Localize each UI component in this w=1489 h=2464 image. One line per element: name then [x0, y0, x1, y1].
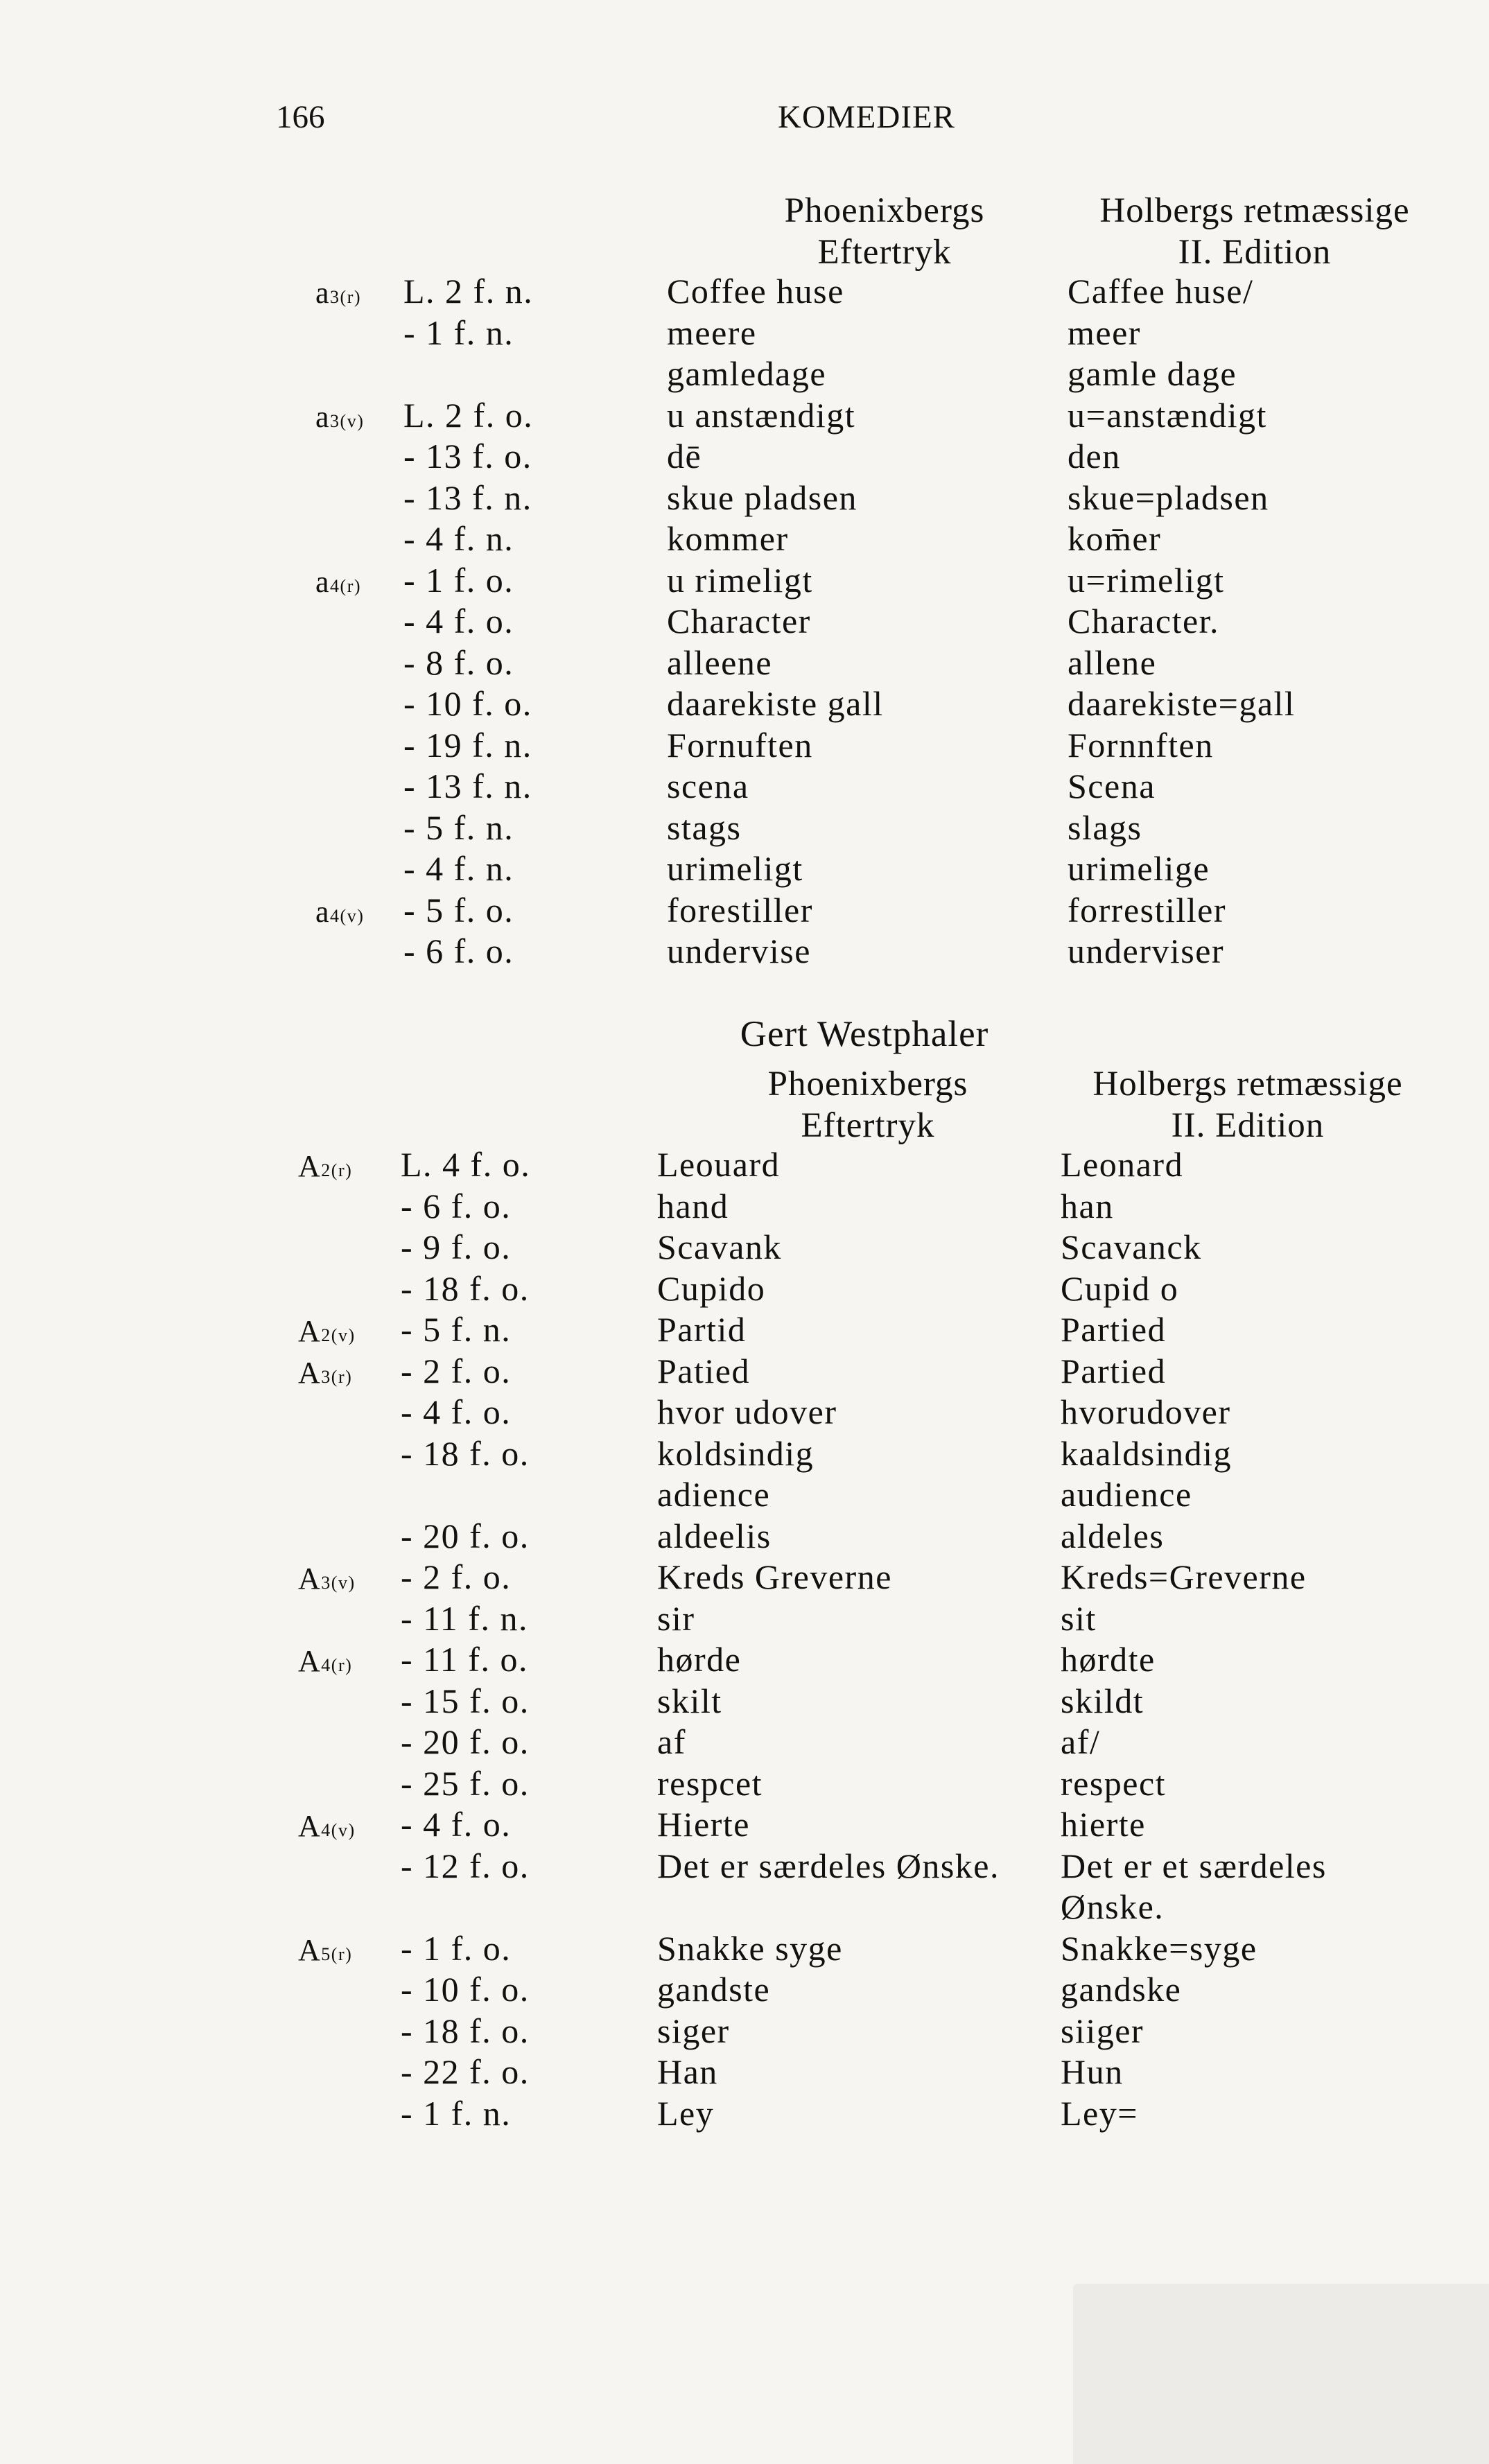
phoenixberg-reading: u rimeligt [667, 560, 813, 600]
phoenixberg-reading: koldsindig [657, 1433, 815, 1473]
signature-letter: A [298, 1809, 322, 1843]
line-reference: - 20 f. o. [401, 1516, 530, 1555]
table-row [0, 890, 1489, 932]
signature-leaf: 4(r) [321, 1655, 353, 1675]
phoenixberg-reading: urimeligt [667, 849, 803, 888]
column-header-phoenixberg [715, 1063, 1020, 1146]
phoenixberg-reading: Character [667, 602, 811, 640]
running-title: KOMEDIER [778, 99, 956, 135]
phoenixberg-reading: hørde [657, 1640, 742, 1679]
holberg-reading: siiger [1061, 2011, 1144, 2050]
phoenixberg-reading: sir [657, 1598, 695, 1638]
holberg-reading: Partied [1061, 1310, 1167, 1349]
phoenixberg-reading: skilt [657, 1681, 722, 1720]
holberg-reading: hørdte [1061, 1640, 1156, 1679]
line-reference: - 25 f. o. [401, 1763, 530, 1803]
holberg-reading: Scena [1068, 767, 1156, 805]
line-reference: - 10 f. o. [403, 684, 532, 723]
signature-mark [298, 1932, 352, 1968]
holberg-reading: daarekiste=gall [1068, 684, 1296, 723]
signature-leaf: 3(v) [321, 1573, 356, 1593]
line-reference: - 1 f. n. [403, 313, 514, 352]
signature-mark [298, 1561, 356, 1596]
table-row [0, 725, 1489, 767]
holberg-reading: meer [1068, 313, 1141, 352]
holberg-reading: respect [1061, 1763, 1167, 1803]
holberg-reading: Ley= [1061, 2093, 1138, 2133]
line-reference: - 6 f. o. [403, 932, 514, 970]
signature-leaf: 4(r) [330, 575, 362, 596]
table-row [0, 848, 1489, 890]
phoenixberg-reading: Partid [657, 1310, 747, 1349]
table-row [0, 313, 1489, 354]
table-row [0, 271, 1489, 313]
table-row [0, 1474, 1489, 1516]
column-header-line: Holbergs retmæssige [1099, 191, 1410, 230]
holberg-reading: Character. [1068, 602, 1220, 640]
line-reference: - 18 f. o. [401, 1433, 530, 1473]
phoenixberg-reading: alleene [667, 643, 773, 682]
line-reference: - 11 f. o. [401, 1640, 528, 1679]
holberg-reading: Leonard [1061, 1145, 1184, 1184]
line-reference: L. 2 f. n. [403, 272, 534, 311]
signature-mark [315, 275, 361, 311]
line-reference: L. 4 f. o. [401, 1145, 531, 1184]
signature-leaf: 3(v) [330, 410, 365, 431]
table-row [0, 2093, 1489, 2135]
phoenixberg-reading: Patied [657, 1351, 750, 1390]
phoenixberg-reading: kommer [667, 519, 789, 558]
holberg-reading: Cupid o [1061, 1268, 1179, 1308]
phoenixberg-reading: siger [657, 2011, 730, 2050]
line-reference: - 5 f. n. [401, 1310, 512, 1349]
holberg-reading: urimelige [1068, 849, 1210, 888]
signature-leaf: 3(r) [321, 1366, 353, 1387]
holberg-reading: Det er et særdeles [1061, 1846, 1327, 1885]
phoenixberg-reading: skue pladsen [667, 478, 857, 517]
phoenixberg-reading: dē [667, 437, 702, 475]
holberg-reading: Caffee huse/ [1068, 272, 1254, 311]
holberg-reading: u=anstændigt [1068, 395, 1267, 435]
table-row [0, 601, 1489, 643]
line-reference: - 1 f. n. [401, 2093, 512, 2133]
holberg-reading: Snakke=syge [1061, 1928, 1257, 1968]
line-reference: - 8 f. o. [403, 643, 514, 682]
phoenixberg-reading: meere [667, 313, 757, 352]
signature-mark [315, 399, 364, 435]
holberg-reading: Partied [1061, 1351, 1167, 1390]
phoenixberg-reading: hvor udover [657, 1392, 837, 1431]
line-reference: - 18 f. o. [401, 1268, 530, 1308]
phoenixberg-reading: adience [657, 1475, 771, 1514]
phoenixberg-reading: Scavank [657, 1227, 782, 1266]
holberg-reading: hierte [1061, 1805, 1146, 1844]
holberg-reading: kom̄er [1068, 519, 1162, 558]
holberg-reading: skue=pladsen [1068, 478, 1269, 517]
phoenixberg-reading: gandste [657, 1970, 771, 2009]
line-reference: - 22 f. o. [401, 2052, 530, 2091]
holberg-reading: audience [1061, 1475, 1192, 1514]
phoenixberg-reading: af [657, 1722, 686, 1761]
phoenixberg-reading: forestiller [667, 890, 813, 929]
holberg-reading: Fornnften [1068, 725, 1214, 764]
line-reference: - 20 f. o. [401, 1722, 530, 1761]
signature-leaf: 2(r) [321, 1160, 353, 1180]
table-row [0, 643, 1489, 684]
phoenixberg-reading: undervise [667, 932, 811, 970]
signature-letter: A [298, 1932, 322, 1967]
line-reference: - 15 f. o. [401, 1681, 530, 1720]
line-reference: - 1 f. o. [403, 560, 514, 600]
phoenixberg-reading: daarekiste gall [667, 684, 884, 723]
table-row [0, 353, 1489, 395]
phoenixberg-reading: aldeelis [657, 1516, 772, 1555]
signature-letter: A [298, 1644, 322, 1678]
table-row [0, 1351, 1489, 1392]
line-reference: - 13 f. n. [403, 478, 532, 517]
table-row [0, 1598, 1489, 1640]
collation-rows [0, 271, 1489, 972]
line-reference: - 11 f. n. [401, 1598, 528, 1638]
scan-shadow [1073, 2284, 1489, 2464]
table-row [0, 1144, 1489, 1186]
signature-leaf: 3(r) [330, 287, 362, 307]
table-row [0, 807, 1489, 849]
phoenixberg-reading: gamledage [667, 354, 827, 393]
holberg-reading: Hun [1061, 2052, 1124, 2091]
phoenixberg-reading: stags [667, 807, 742, 847]
phoenixberg-reading: Snakke syge [657, 1928, 843, 1968]
column-header-line: Eftertryk [817, 233, 952, 272]
signature-letter: A [298, 1149, 322, 1183]
holberg-reading: kaaldsindig [1061, 1433, 1233, 1473]
signature-mark [315, 564, 361, 600]
line-reference: - 2 f. o. [401, 1351, 512, 1390]
table-row [0, 1227, 1489, 1268]
page-number: 166 [276, 99, 325, 135]
line-reference: - 4 f. n. [403, 849, 514, 888]
holberg-reading: gandske [1061, 1970, 1182, 2009]
table-row [0, 1763, 1489, 1805]
line-reference: L. 2 f. o. [403, 395, 534, 435]
signature-letter: a [315, 564, 331, 599]
table-row [0, 1516, 1489, 1557]
table-row [0, 1268, 1489, 1310]
table-row [0, 1309, 1489, 1351]
column-header-line: Eftertryk [801, 1106, 935, 1145]
phoenixberg-reading: Leouard [657, 1145, 781, 1184]
column-header-line: Phoenixbergs [784, 191, 985, 230]
column-header-line: II. Edition [1178, 233, 1332, 272]
line-reference: - 4 f. o. [401, 1392, 512, 1431]
column-header-line: Holbergs retmæssige [1092, 1065, 1403, 1103]
table-row [0, 1681, 1489, 1722]
column-header-holberg [1054, 1063, 1442, 1146]
line-reference: - 9 f. o. [401, 1227, 512, 1266]
column-header-line: II. Edition [1171, 1106, 1325, 1145]
line-reference: - 2 f. o. [401, 1557, 512, 1596]
holberg-reading: sit [1061, 1598, 1097, 1638]
table-row [0, 2052, 1489, 2093]
table-row [0, 2011, 1489, 2052]
holberg-reading: af/ [1061, 1722, 1101, 1761]
table-row [0, 931, 1489, 972]
signature-letter: A [298, 1355, 322, 1390]
table-row [0, 1846, 1489, 1887]
column-header-line: Phoenixbergs [767, 1065, 968, 1103]
signature-mark [298, 1148, 352, 1184]
line-reference: - 4 f. n. [403, 519, 514, 558]
line-reference: - 6 f. o. [401, 1186, 512, 1225]
phoenixberg-reading: Fornuften [667, 725, 813, 764]
holberg-reading: underviser [1068, 932, 1225, 970]
holberg-reading: u=rimeligt [1068, 560, 1225, 600]
phoenixberg-reading: Coffee huse [667, 272, 844, 311]
table-row [0, 395, 1489, 437]
holberg-reading: hvorudover [1061, 1392, 1231, 1431]
holberg-reading: han [1061, 1186, 1114, 1225]
holberg-reading: skildt [1061, 1681, 1144, 1720]
signature-letter: a [315, 276, 331, 310]
line-reference: - 13 f. o. [403, 437, 532, 475]
table-row [0, 766, 1489, 807]
section-title: Gert Westphaler [740, 1014, 989, 1054]
table-row [0, 478, 1489, 519]
signature-mark [298, 1808, 356, 1844]
phoenixberg-reading: Kreds Greverne [657, 1557, 892, 1596]
line-reference: - 13 f. n. [403, 767, 532, 805]
holberg-reading: allene [1068, 643, 1157, 682]
phoenixberg-reading: hand [657, 1186, 729, 1225]
line-reference: - 12 f. o. [401, 1846, 530, 1885]
phoenixberg-reading: Ley [657, 2093, 715, 2133]
phoenixberg-reading: respcet [657, 1763, 763, 1803]
signature-mark [298, 1313, 356, 1349]
table-row [0, 1433, 1489, 1475]
line-reference: - 5 f. n. [403, 807, 514, 847]
table-row [0, 1928, 1489, 1970]
holberg-reading: gamle dage [1068, 354, 1237, 393]
table-row [0, 1969, 1489, 2011]
column-header-holberg [1061, 190, 1449, 273]
table-row [0, 1722, 1489, 1763]
holberg-reading: Kreds=Greverne [1061, 1557, 1307, 1596]
holberg-reading: forrestiller [1068, 890, 1227, 929]
line-reference: - 18 f. o. [401, 2011, 530, 2050]
table-row [0, 1639, 1489, 1681]
line-reference: - 5 f. o. [403, 890, 514, 929]
line-reference: - 19 f. n. [403, 725, 532, 764]
phoenixberg-reading: u anstændigt [667, 395, 856, 435]
signature-letter: A [298, 1314, 322, 1348]
table-row [0, 560, 1489, 602]
phoenixberg-reading: Hierte [657, 1805, 750, 1844]
phoenixberg-reading: Han [657, 2052, 718, 2091]
holberg-reading: slags [1068, 807, 1142, 847]
signature-leaf: 4(v) [321, 1820, 356, 1840]
holberg-reading: den [1068, 437, 1121, 475]
signature-letter: a [315, 894, 331, 929]
phoenixberg-reading: Det er særdeles Ønske. [657, 1846, 1000, 1885]
table-row [0, 683, 1489, 725]
collation-rows [0, 1144, 1489, 2134]
table-row [0, 1804, 1489, 1846]
table-row [0, 1557, 1489, 1598]
table-row [0, 1392, 1489, 1433]
table-row [0, 436, 1489, 478]
phoenixberg-reading: scena [667, 767, 749, 805]
signature-mark [298, 1643, 352, 1679]
signature-mark [315, 894, 364, 929]
column-header-phoenixberg [732, 190, 1037, 273]
table-row [0, 518, 1489, 560]
phoenixberg-reading: Cupido [657, 1268, 766, 1308]
line-reference: - 4 f. o. [403, 602, 514, 640]
signature-mark [298, 1355, 352, 1390]
line-reference: - 4 f. o. [401, 1805, 512, 1844]
signature-letter: a [315, 399, 331, 434]
holberg-reading: aldeles [1061, 1516, 1165, 1555]
signature-leaf: 4(v) [330, 905, 365, 926]
signature-letter: A [298, 1562, 322, 1596]
line-reference: - 1 f. o. [401, 1928, 512, 1968]
table-row [0, 1887, 1489, 1928]
line-reference: - 10 f. o. [401, 1970, 530, 2009]
holberg-reading: Scavanck [1061, 1227, 1202, 1266]
signature-leaf: 2(v) [321, 1325, 356, 1345]
holberg-reading: Ønske. [1061, 1887, 1165, 1926]
signature-leaf: 5(r) [321, 1943, 353, 1964]
table-row [0, 1186, 1489, 1227]
